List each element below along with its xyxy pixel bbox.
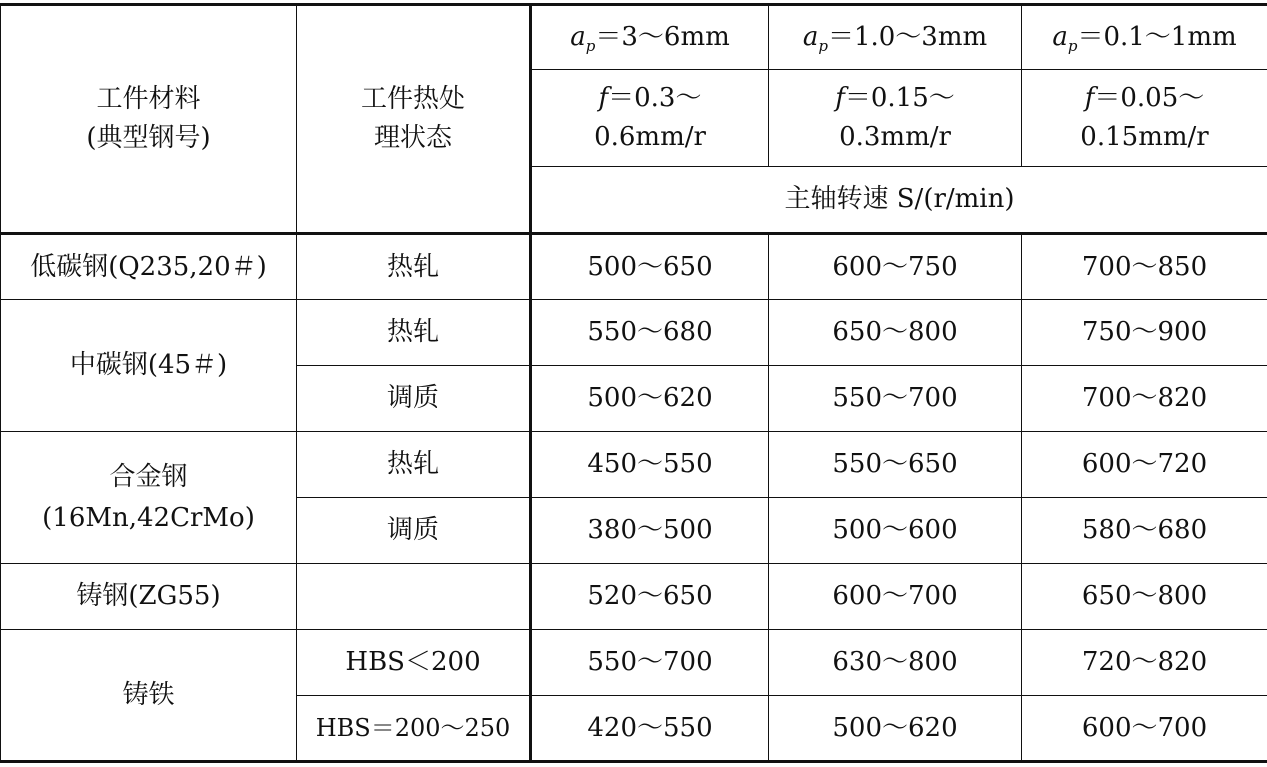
- speed-cell: 420～550: [531, 696, 769, 762]
- material-cell: 合金钢 (16Mn,42CrMo): [1, 432, 297, 564]
- material-cell: 铸铁: [1, 630, 297, 762]
- speed-cell: 500～620: [769, 696, 1022, 762]
- speed-cell: 600～720: [1022, 432, 1267, 498]
- speed-cell: 550～680: [531, 300, 769, 366]
- table-row: [1, 300, 1267, 366]
- speed-cell: 500～650: [531, 234, 769, 300]
- material-cell: 铸钢(ZG55): [1, 564, 297, 630]
- table-row: [1, 564, 1267, 630]
- speed-cell: 700～850: [1022, 234, 1267, 300]
- speed-cell: 450～550: [531, 432, 769, 498]
- speed-cell: 700～820: [1022, 366, 1267, 432]
- speed-cell: 550～700: [531, 630, 769, 696]
- speed-cell: 500～600: [769, 498, 1022, 564]
- speed-cell: 650～800: [769, 300, 1022, 366]
- header-feed-1: f＝0.3～ 0.6mm/r: [531, 70, 769, 167]
- speed-cell: 600～750: [769, 234, 1022, 300]
- header-depth-1: $a_p=3\sim 6mm$: [531, 5, 769, 70]
- speed-cell: 520～650: [531, 564, 769, 630]
- material-cell: 中碳钢(45＃): [1, 300, 297, 432]
- header-speed: 主轴转速 S/(r/min): [531, 167, 1267, 234]
- speed-cell: 580～680: [1022, 498, 1267, 564]
- header-feed-2: f＝0.15～ 0.3mm/r: [769, 70, 1022, 167]
- header-depth-3: $a_p=0.1\sim 1mm$: [1022, 5, 1267, 70]
- spindle-speed-table: [0, 3, 1267, 763]
- treatment-cell: HBS＝200～250: [297, 696, 531, 762]
- header-treatment: 工件热处 理状态: [297, 5, 531, 234]
- header-depth-2: $a_p=1.0\sim 3mm$: [769, 5, 1022, 70]
- treatment-cell: 热轧: [297, 432, 531, 498]
- header-row-depth: [1, 5, 1267, 70]
- header-material: 工件材料 (典型钢号): [1, 5, 297, 234]
- table-row: [1, 432, 1267, 498]
- speed-cell: 600～700: [769, 564, 1022, 630]
- speed-cell: 650～800: [1022, 564, 1267, 630]
- treatment-cell: 热轧: [297, 300, 531, 366]
- treatment-cell: 热轧: [297, 234, 531, 300]
- treatment-cell: [297, 564, 531, 630]
- speed-cell: 600～700: [1022, 696, 1267, 762]
- table-row: [1, 630, 1267, 696]
- speed-cell: 720～820: [1022, 630, 1267, 696]
- speed-cell: 750～900: [1022, 300, 1267, 366]
- speed-cell: 380～500: [531, 498, 769, 564]
- material-cell: 低碳钢(Q235,20＃): [1, 234, 297, 300]
- table-row: [1, 234, 1267, 300]
- treatment-cell: 调质: [297, 498, 531, 564]
- speed-cell: 550～700: [769, 366, 1022, 432]
- header-feed-3: f＝0.05～ 0.15mm/r: [1022, 70, 1267, 167]
- speed-cell: 550～650: [769, 432, 1022, 498]
- treatment-cell: 调质: [297, 366, 531, 432]
- speed-cell: 500～620: [531, 366, 769, 432]
- treatment-cell: HBS＜200: [297, 630, 531, 696]
- speed-cell: 630～800: [769, 630, 1022, 696]
